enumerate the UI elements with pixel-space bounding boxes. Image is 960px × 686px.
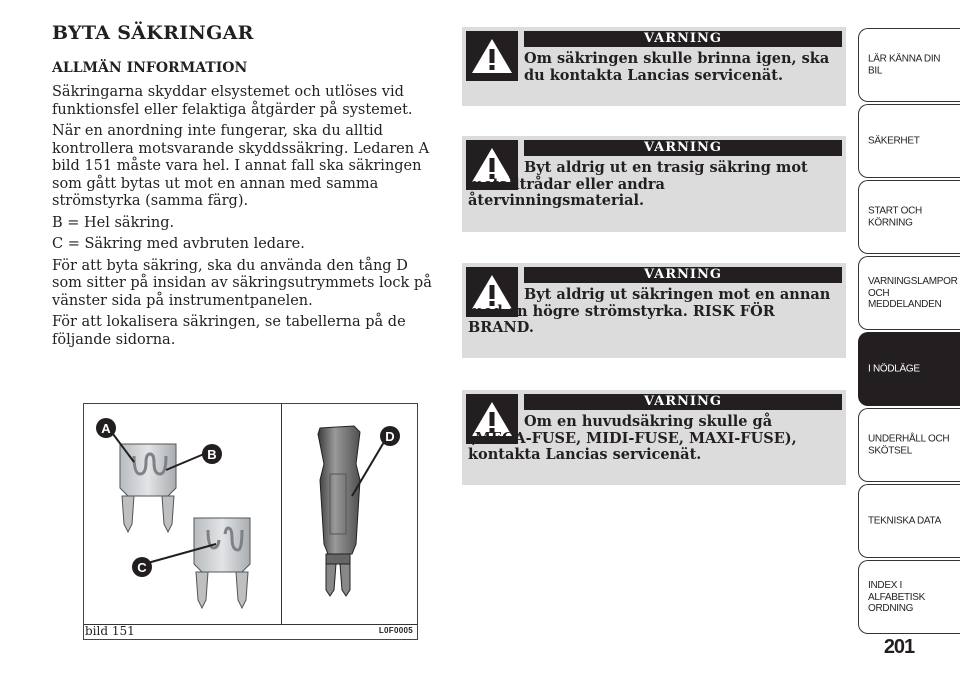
section-subtitle: ALLMÄN INFORMATION [52, 60, 248, 76]
tab-label: SÄKERHET [868, 135, 920, 147]
warning-box-1 [462, 27, 846, 106]
figure-divider [281, 404, 282, 626]
paragraph-check: När en anordning inte fungerar, ska du alltid kontrollera motsvarande skyddssäkring. Ledaren A bild 151 måste vara hel. I annat fall ska säkringen som gått bytas ut mot en annan med samma strömstyrka (samma färg). [52, 123, 430, 209]
tab-label: INDEX I ALFABETISK ORDNING [868, 579, 926, 614]
fuse-illustration [84, 404, 417, 626]
left-column [52, 22, 442, 353]
fuse-figure [83, 403, 418, 640]
tab-label: LÄR KÄNNA DIN BIL [868, 53, 941, 76]
warning-box-3 [462, 263, 846, 358]
tab-underhall[interactable] [858, 408, 960, 482]
warning-box-4 [462, 390, 846, 485]
warning-text: Byt aldrig ut säkringen mot en annan med en högre strömstyrka. RISK FÖR BRAND. [468, 286, 831, 336]
warning-text: Byt aldrig ut en trasig säkring mot metalltrådar eller andra återvinningsmaterial. [468, 159, 808, 209]
fuse-pliers [318, 426, 360, 596]
paragraph-tool: För att byta säkring, ska du använda den tång D som sitter på insidan av säkringsutrymmets lock på vänster sida på instrumentpanelen. [52, 257, 432, 309]
page-title: BYTA SÄKRINGAR [52, 22, 254, 44]
figure-caption: bild 151 [85, 624, 135, 638]
warning-heading: VARNING [524, 267, 842, 283]
fuse-blown [194, 518, 250, 608]
warning-heading: VARNING [524, 31, 842, 47]
paragraph-intro: Säkringarna skyddar elsystemet och utlöses vid funktionsfel eller felaktiga åtgärder på systemet. [52, 84, 413, 118]
tab-label: TEKNISKA DATA [868, 515, 941, 527]
warning-heading: VARNING [524, 394, 842, 410]
tab-start-och-korning[interactable] [858, 180, 960, 254]
tab-tekniska-data[interactable] [858, 484, 960, 558]
svg-text:D: D [385, 429, 395, 444]
svg-text:A: A [101, 421, 111, 436]
callout-a [96, 418, 116, 438]
callout-d [380, 426, 400, 446]
figure-caption-bar [84, 624, 417, 639]
warning-text: Om säkringen skulle brinna igen, ska du kontakta Lancias servicenät. [524, 50, 830, 84]
tab-lar-kanna-din-bil[interactable] [858, 28, 960, 102]
callout-c [132, 557, 152, 577]
tab-index[interactable] [858, 560, 960, 634]
fuse-intact [120, 444, 176, 532]
tab-i-nodlage[interactable] [858, 332, 960, 406]
page-number: 201 [883, 636, 915, 658]
warning-heading: VARNING [524, 140, 842, 156]
tab-varningslampor[interactable] [858, 256, 960, 330]
tab-label: START OCH KÖRNING [868, 205, 922, 228]
figure-code: L0F0005 [378, 626, 413, 635]
warning-triangle-icon [466, 31, 518, 81]
paragraph-locate: För att lokalisera säkringen, se tabellerna på de följande sidorna. [52, 314, 406, 348]
warning-text: Om en huvudsäkring skulle gå (MEGA-FUSE, MIDI-FUSE, MAXI-FUSE), kontakta Lancias servicenät. [468, 413, 797, 463]
warning-box-2 [462, 136, 846, 232]
paragraph-c: C = Säkring med avbruten ledare. [52, 236, 305, 252]
tab-label: UNDERHÅLL OCH SKÖTSEL [868, 433, 950, 456]
tab-label: VARNINGSLAMPOR OCH MEDDELANDEN [868, 275, 958, 310]
svg-text:C: C [137, 560, 147, 575]
tab-sakerhet[interactable] [858, 104, 960, 178]
callout-b [202, 444, 222, 464]
tab-label: I NÖDLÄGE [868, 363, 920, 375]
paragraph-b: B = Hel säkring. [52, 214, 175, 231]
svg-text:B: B [207, 447, 217, 462]
